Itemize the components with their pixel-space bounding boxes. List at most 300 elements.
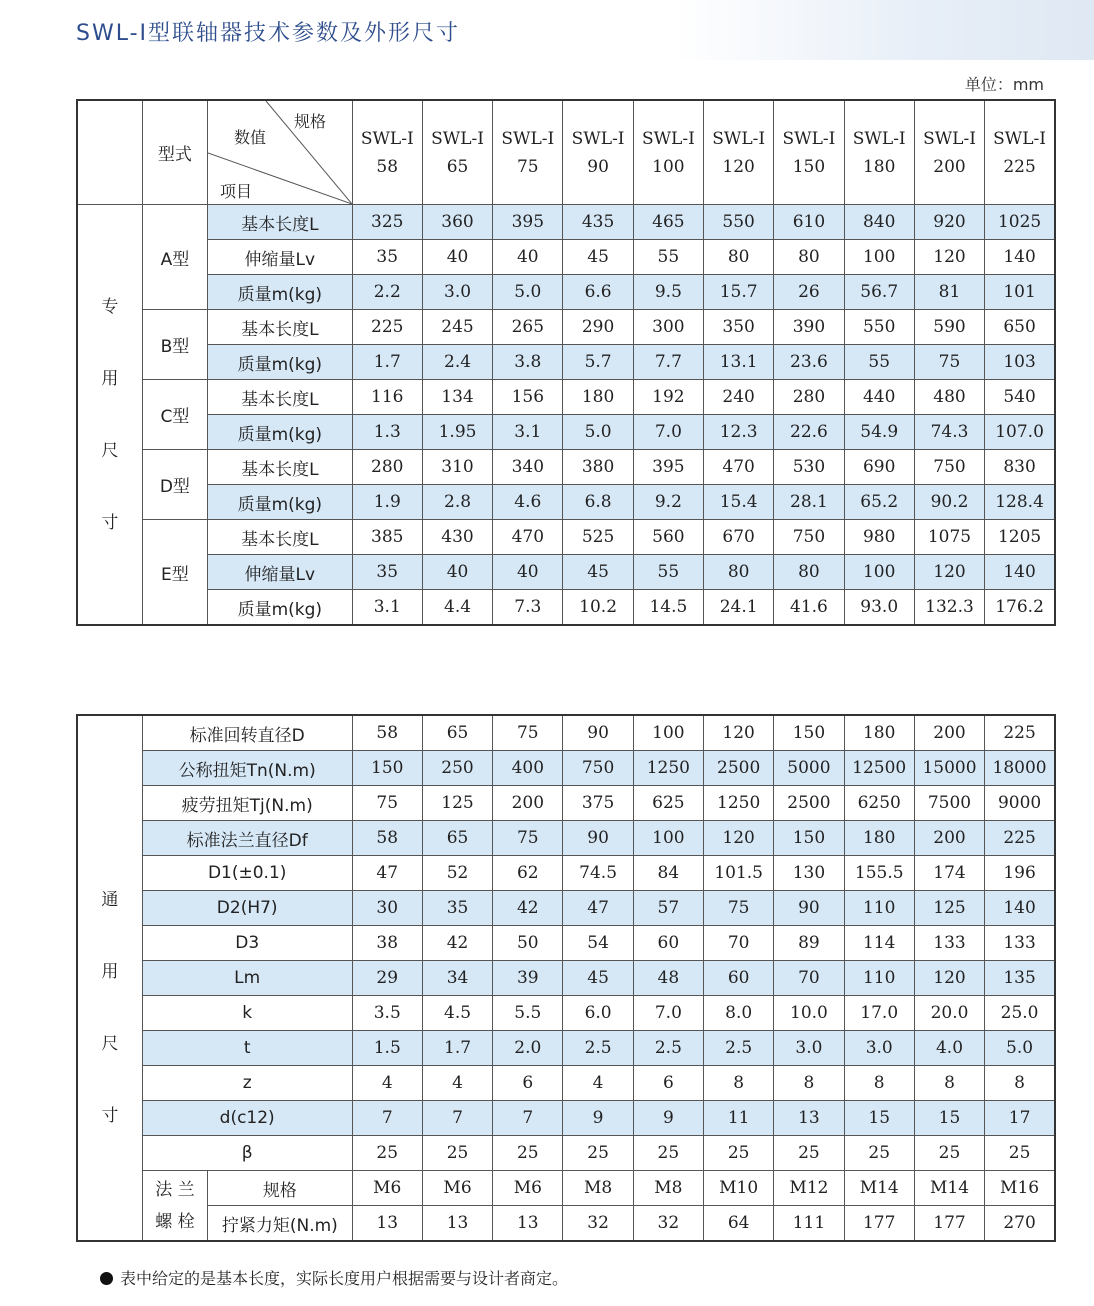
value-cell: 6.8 (563, 485, 633, 520)
table-row (77, 1031, 1055, 1066)
model-header (914, 100, 984, 205)
value-cell: 670 (704, 520, 774, 555)
value-cell: 4.5 (422, 996, 492, 1031)
section-char: 用 (101, 368, 119, 389)
bolt-label-line: 螺 栓 (155, 1211, 195, 1232)
value-cell: 300 (633, 310, 703, 345)
model-header (985, 100, 1055, 205)
value-cell: 65 (422, 821, 492, 856)
value-cell: 380 (563, 450, 633, 485)
value-cell: 920 (914, 205, 984, 240)
value-cell: 2500 (704, 751, 774, 786)
value-cell: 55 (844, 345, 914, 380)
value-cell: 177 (914, 1206, 984, 1242)
value-cell: 62 (493, 856, 563, 891)
value-cell: 6 (633, 1066, 703, 1101)
model-series: SWL-Ⅰ (852, 128, 906, 149)
value-cell: 25.0 (985, 996, 1055, 1031)
value-cell: 395 (493, 205, 563, 240)
value-cell: 470 (704, 450, 774, 485)
value-cell: 192 (633, 380, 703, 415)
special-dimensions-table (76, 99, 1056, 626)
table-row (77, 996, 1055, 1031)
value-cell: 45 (563, 961, 633, 996)
value-cell: 750 (563, 751, 633, 786)
value-cell: 13 (352, 1206, 422, 1242)
value-cell: 25 (633, 1136, 703, 1171)
value-cell: 2.5 (563, 1031, 633, 1066)
table-row (77, 856, 1055, 891)
value-cell: 5.0 (493, 275, 563, 310)
value-cell: 80 (774, 555, 844, 590)
model-series: SWL-Ⅰ (712, 128, 766, 149)
value-cell: 4 (563, 1066, 633, 1101)
value-cell: 174 (914, 856, 984, 891)
value-cell: 35 (352, 240, 422, 275)
table-row (77, 1101, 1055, 1136)
row-label: 基本长度L (208, 380, 353, 415)
value-cell: 465 (633, 205, 703, 240)
value-cell: 60 (704, 961, 774, 996)
value-cell: 28.1 (774, 485, 844, 520)
value-cell: 225 (985, 821, 1055, 856)
value-cell: 540 (985, 380, 1055, 415)
bolt-label-line: 法 兰 (155, 1179, 195, 1200)
row-label: 基本长度L (208, 310, 353, 345)
value-cell: 103 (985, 345, 1055, 380)
value-cell: 81 (914, 275, 984, 310)
value-cell: 9.5 (633, 275, 703, 310)
row-label: 质量m(kg) (208, 590, 353, 626)
value-cell: 40 (493, 555, 563, 590)
value-cell: 70 (774, 961, 844, 996)
value-cell: 8 (774, 1066, 844, 1101)
value-cell: 30 (352, 891, 422, 926)
row-label: 公称扭矩Tn(N.m) (142, 751, 352, 786)
value-cell: 120 (914, 961, 984, 996)
value-cell: 2.4 (422, 345, 492, 380)
value-cell: 200 (493, 786, 563, 821)
value-cell: 550 (704, 205, 774, 240)
value-cell: 24.1 (704, 590, 774, 626)
value-cell: 470 (493, 520, 563, 555)
type-label: E型 (142, 520, 207, 626)
value-cell: 750 (774, 520, 844, 555)
value-cell: 3.0 (774, 1031, 844, 1066)
value-cell: 90 (774, 891, 844, 926)
value-cell: 2.8 (422, 485, 492, 520)
value-cell: 10.2 (563, 590, 633, 626)
value-cell: 1.7 (422, 1031, 492, 1066)
value-cell: 7.7 (633, 345, 703, 380)
row-label: Lm (142, 961, 352, 996)
value-cell: 530 (774, 450, 844, 485)
value-cell: 38 (352, 926, 422, 961)
model-series: SWL-Ⅰ (641, 128, 695, 149)
value-cell: 290 (563, 310, 633, 345)
value-cell: 6 (493, 1066, 563, 1101)
type-label: B型 (142, 310, 207, 380)
section-char: 寸 (101, 512, 119, 533)
value-cell: M14 (844, 1171, 914, 1206)
value-cell: 4.6 (493, 485, 563, 520)
value-cell: 116 (352, 380, 422, 415)
value-cell: 6.6 (563, 275, 633, 310)
row-label: 伸缩量Lv (208, 240, 353, 275)
row-label: D3 (142, 926, 352, 961)
value-cell: 101 (985, 275, 1055, 310)
value-cell: 120 (914, 555, 984, 590)
table-row (77, 520, 1055, 555)
row-label: β (142, 1136, 352, 1171)
value-cell: 7.0 (633, 415, 703, 450)
value-cell: 55 (633, 555, 703, 590)
value-cell: 93.0 (844, 590, 914, 626)
section-char: 尺 (101, 440, 119, 461)
value-cell: 130 (774, 856, 844, 891)
value-cell: 3.0 (844, 1031, 914, 1066)
value-cell: 265 (493, 310, 563, 345)
type-header: 型式 (142, 100, 207, 205)
table-row (77, 891, 1055, 926)
section-char: 专 (101, 296, 119, 317)
value-cell: 2.2 (352, 275, 422, 310)
value-cell: 75 (493, 715, 563, 751)
value-cell: 395 (633, 450, 703, 485)
table-row (77, 555, 1055, 590)
value-cell: 15 (844, 1101, 914, 1136)
section-char: 尺 (101, 1034, 119, 1054)
value-cell: 10.0 (774, 996, 844, 1031)
value-cell: 12.3 (704, 415, 774, 450)
value-cell: 57 (633, 891, 703, 926)
value-cell: 140 (985, 891, 1055, 926)
table-row (77, 240, 1055, 275)
value-cell: 200 (914, 715, 984, 751)
value-cell: 13 (493, 1206, 563, 1242)
value-cell: 75 (352, 786, 422, 821)
value-cell: 9 (633, 1101, 703, 1136)
value-cell: 1.9 (352, 485, 422, 520)
value-cell: M6 (352, 1171, 422, 1206)
header-decoration (674, 0, 1094, 60)
value-cell: M8 (633, 1171, 703, 1206)
value-cell: 590 (914, 310, 984, 345)
model-series: SWL-Ⅰ (782, 128, 836, 149)
value-cell: 11 (704, 1101, 774, 1136)
model-size: 90 (587, 156, 609, 177)
table-row (77, 310, 1055, 345)
model-header (844, 100, 914, 205)
value-cell: M16 (985, 1171, 1055, 1206)
value-cell: 430 (422, 520, 492, 555)
value-cell: 25 (563, 1136, 633, 1171)
value-cell: 180 (844, 715, 914, 751)
value-cell: M10 (704, 1171, 774, 1206)
value-cell: 120 (704, 715, 774, 751)
value-cell: 5.7 (563, 345, 633, 380)
model-size: 75 (516, 156, 539, 177)
value-cell: 22.6 (774, 415, 844, 450)
value-cell: 610 (774, 205, 844, 240)
row-label: 规格 (208, 1171, 353, 1206)
value-cell: 750 (914, 450, 984, 485)
row-label: k (142, 996, 352, 1031)
unit-label: 单位：mm (964, 75, 1044, 94)
value-cell: 70 (704, 926, 774, 961)
value-cell: 8 (704, 1066, 774, 1101)
row-label: 标准法兰直径Df (142, 821, 352, 856)
value-cell: 58 (352, 715, 422, 751)
value-cell: 15 (914, 1101, 984, 1136)
value-cell: 13 (774, 1101, 844, 1136)
value-cell: M14 (914, 1171, 984, 1206)
value-cell: 14.5 (633, 590, 703, 626)
value-cell: 55 (633, 240, 703, 275)
value-cell: 3.5 (352, 996, 422, 1031)
row-label: D1(±0.1) (142, 856, 352, 891)
value-cell: 340 (493, 450, 563, 485)
value-cell: 3.1 (493, 415, 563, 450)
value-cell: 5.0 (985, 1031, 1055, 1066)
row-label: 基本长度L (208, 520, 353, 555)
type-label: C型 (142, 380, 207, 450)
value-cell: 42 (493, 891, 563, 926)
value-cell: 111 (774, 1206, 844, 1242)
model-header (422, 100, 492, 205)
value-cell: 4.4 (422, 590, 492, 626)
table-row (77, 415, 1055, 450)
value-cell: 23.6 (774, 345, 844, 380)
value-cell: 7 (493, 1101, 563, 1136)
value-cell: 7 (422, 1101, 492, 1136)
value-cell: 480 (914, 380, 984, 415)
value-cell: 560 (633, 520, 703, 555)
model-size: 225 (1003, 156, 1036, 177)
value-cell: 17 (985, 1101, 1055, 1136)
value-cell: 830 (985, 450, 1055, 485)
value-cell: 3.1 (352, 590, 422, 626)
value-cell: 75 (493, 821, 563, 856)
value-cell: 40 (422, 240, 492, 275)
section-label-special (77, 205, 142, 626)
model-size: 180 (862, 156, 896, 177)
value-cell: 180 (563, 380, 633, 415)
value-cell: 150 (774, 821, 844, 856)
value-cell: 15000 (914, 751, 984, 786)
value-cell: 225 (352, 310, 422, 345)
value-cell: 13.1 (704, 345, 774, 380)
value-cell: 4 (352, 1066, 422, 1101)
value-cell: M6 (493, 1171, 563, 1206)
note-bullet-icon (100, 1272, 113, 1285)
model-size: 65 (446, 156, 469, 177)
value-cell: 156 (493, 380, 563, 415)
model-size: 200 (933, 156, 966, 177)
value-cell: 25 (774, 1136, 844, 1171)
value-cell: 80 (704, 240, 774, 275)
value-cell: 2500 (774, 786, 844, 821)
table-row (77, 821, 1055, 856)
value-cell: 125 (422, 786, 492, 821)
table-row (77, 715, 1055, 751)
value-cell: 54.9 (844, 415, 914, 450)
value-cell: 1250 (633, 751, 703, 786)
value-cell: 13 (422, 1206, 492, 1242)
value-cell: 120 (704, 821, 774, 856)
row-label: 拧紧力矩(N.m) (208, 1206, 353, 1242)
value-cell: 80 (704, 555, 774, 590)
value-cell: 32 (563, 1206, 633, 1242)
value-cell: 100 (844, 240, 914, 275)
value-cell: 625 (633, 786, 703, 821)
value-cell: 176.2 (985, 590, 1055, 626)
value-cell: 120 (914, 240, 984, 275)
value-cell: 435 (563, 205, 633, 240)
value-cell: 1025 (985, 205, 1055, 240)
model-size: 58 (376, 156, 399, 177)
value-cell: 45 (563, 555, 633, 590)
value-cell: 17.0 (844, 996, 914, 1031)
value-cell: 110 (844, 961, 914, 996)
footnote: 表中给定的是基本长度，实际长度用户根据需要与设计者商定。 (120, 1269, 569, 1288)
row-label: 质量m(kg) (208, 275, 353, 310)
value-cell: 1075 (914, 520, 984, 555)
value-cell: 1.5 (352, 1031, 422, 1066)
value-cell: 90.2 (914, 485, 984, 520)
table-row (77, 1136, 1055, 1171)
value-cell: 65 (422, 715, 492, 751)
value-cell: 8.0 (704, 996, 774, 1031)
value-cell: 25 (704, 1136, 774, 1171)
value-cell: 2.5 (633, 1031, 703, 1066)
value-cell: 107.0 (985, 415, 1055, 450)
value-cell: 525 (563, 520, 633, 555)
value-cell: 250 (422, 751, 492, 786)
row-label: 质量m(kg) (208, 345, 353, 380)
section-char: 用 (101, 962, 119, 982)
row-label: 基本长度L (208, 205, 353, 240)
value-cell: 80 (774, 240, 844, 275)
value-cell: 12500 (844, 751, 914, 786)
value-cell: 1.3 (352, 415, 422, 450)
value-cell: 133 (985, 926, 1055, 961)
value-cell: 100 (844, 555, 914, 590)
value-cell: 9 (563, 1101, 633, 1136)
value-cell: 150 (774, 715, 844, 751)
value-cell: 15.7 (704, 275, 774, 310)
value-cell: 90 (563, 821, 633, 856)
value-cell: 100 (633, 715, 703, 751)
value-cell: 350 (704, 310, 774, 345)
value-cell: 8 (985, 1066, 1055, 1101)
value-cell: 140 (985, 555, 1055, 590)
table-row (77, 345, 1055, 380)
value-cell: 128.4 (985, 485, 1055, 520)
model-header (774, 100, 844, 205)
value-cell: 2.5 (704, 1031, 774, 1066)
value-cell: 75 (914, 345, 984, 380)
value-cell: 980 (844, 520, 914, 555)
value-cell: 180 (844, 821, 914, 856)
value-cell: 240 (704, 380, 774, 415)
value-cell: 7 (352, 1101, 422, 1136)
value-cell: 20.0 (914, 996, 984, 1031)
table-row (77, 485, 1055, 520)
value-cell: 2.0 (493, 1031, 563, 1066)
model-series: SWL-Ⅰ (571, 128, 625, 149)
row-label: 伸缩量Lv (208, 555, 353, 590)
value-cell: 15.4 (704, 485, 774, 520)
diagonal-header (208, 100, 353, 205)
table-row (77, 450, 1055, 485)
value-cell: 5000 (774, 751, 844, 786)
row-label: 疲劳扭矩Tj(N.m) (142, 786, 352, 821)
table-row (77, 926, 1055, 961)
value-cell: 5.5 (493, 996, 563, 1031)
value-cell: 140 (985, 240, 1055, 275)
model-series: SWL-Ⅰ (431, 128, 484, 149)
model-size: 150 (792, 156, 826, 177)
table-row (77, 751, 1055, 786)
value-cell: 39 (493, 961, 563, 996)
value-cell: 25 (985, 1136, 1055, 1171)
value-cell: 100 (633, 821, 703, 856)
flange-bolt-label (142, 1171, 207, 1242)
value-cell: 101.5 (704, 856, 774, 891)
value-cell: 840 (844, 205, 914, 240)
value-cell: 3.0 (422, 275, 492, 310)
value-cell: 132.3 (914, 590, 984, 626)
value-cell: 25 (493, 1136, 563, 1171)
model-header (704, 100, 774, 205)
value-cell: 1205 (985, 520, 1055, 555)
value-cell: M12 (774, 1171, 844, 1206)
model-header (352, 100, 422, 205)
value-cell: 25 (352, 1136, 422, 1171)
table-row (77, 275, 1055, 310)
value-cell: 29 (352, 961, 422, 996)
value-cell: 42 (422, 926, 492, 961)
value-cell: 40 (493, 240, 563, 275)
value-cell: 54 (563, 926, 633, 961)
value-cell: M6 (422, 1171, 492, 1206)
row-label: 质量m(kg) (208, 485, 353, 520)
row-label: D2(H7) (142, 891, 352, 926)
value-cell: 89 (774, 926, 844, 961)
value-cell: 650 (985, 310, 1055, 345)
value-cell: 34 (422, 961, 492, 996)
table-row (77, 1171, 1055, 1206)
value-cell: 177 (844, 1206, 914, 1242)
value-cell: 25 (914, 1136, 984, 1171)
model-header (493, 100, 563, 205)
general-dimensions-table (76, 714, 1056, 1242)
model-series: SWL-Ⅰ (501, 128, 555, 149)
value-cell: 1250 (704, 786, 774, 821)
row-label: d(c12) (142, 1101, 352, 1136)
value-cell: 58 (352, 821, 422, 856)
value-cell: 9.2 (633, 485, 703, 520)
value-cell: 47 (352, 856, 422, 891)
value-cell: 7500 (914, 786, 984, 821)
value-cell: 400 (493, 751, 563, 786)
value-cell: 390 (774, 310, 844, 345)
value-cell: 4.0 (914, 1031, 984, 1066)
section-char: 寸 (101, 1106, 119, 1126)
item-label: 项目 (220, 182, 253, 201)
value-cell: 64 (704, 1206, 774, 1242)
